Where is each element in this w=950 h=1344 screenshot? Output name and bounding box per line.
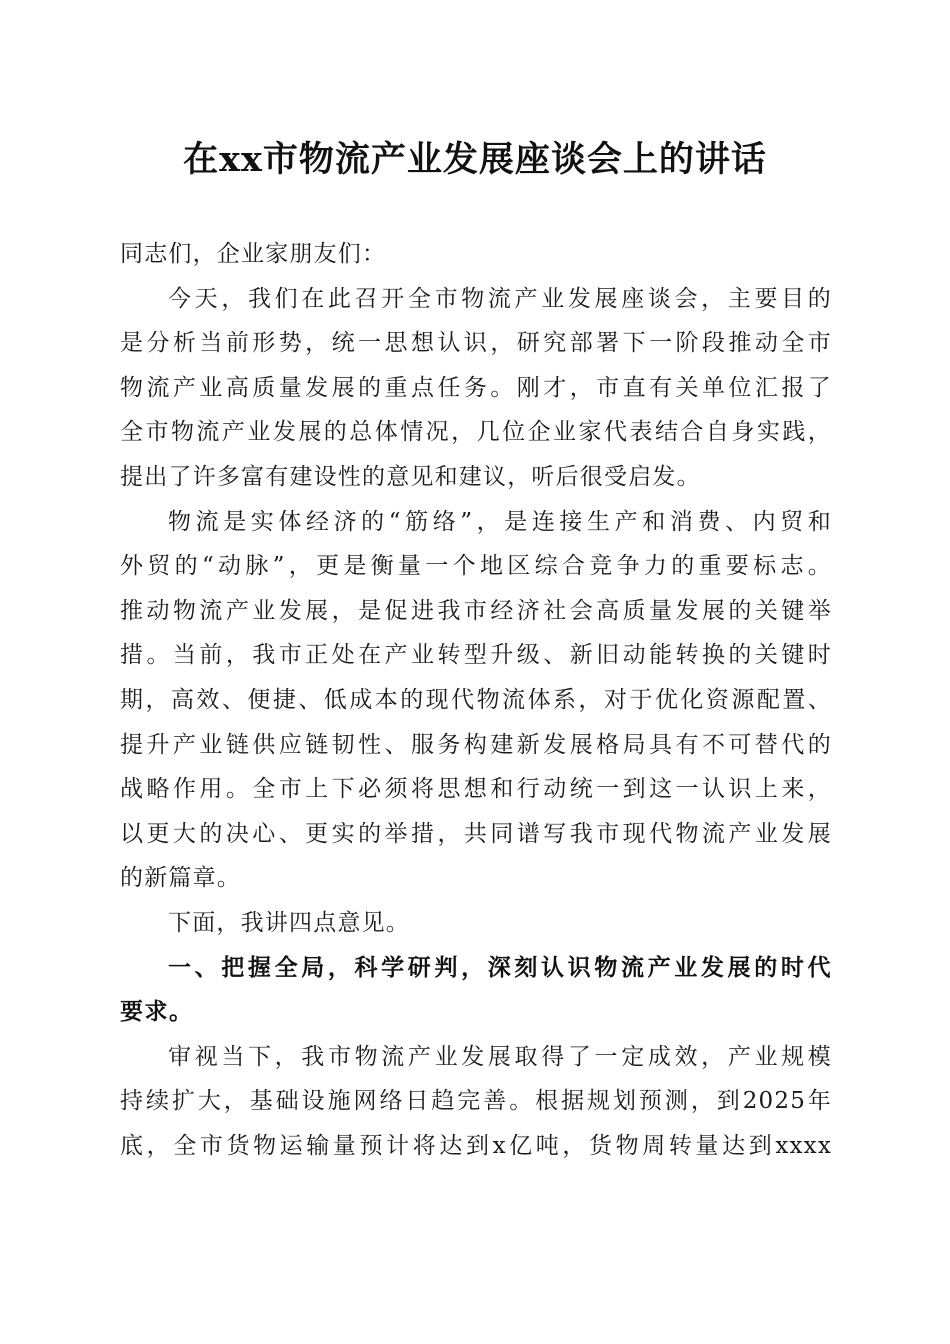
paragraph-line: 战略作用。全市上下必须将思想和行动统一到这一认识上来， <box>120 776 832 803</box>
paragraph-line: 底，全市货物运输量预计将达到x亿吨，货物周转量达到xxxx <box>120 1132 832 1159</box>
paragraph-line: 提出了许多富有建设性的意见和建议，听后很受启发。 <box>120 463 701 490</box>
paragraph-line: 审视当下，我市物流产业发展取得了一定成效，产业规模 <box>168 1043 832 1070</box>
salutation-line: 同志们，企业家朋友们： <box>120 241 387 267</box>
section-heading-line: 一、把握全局，科学研判，深刻认识物流产业发展的时代 <box>168 954 832 981</box>
paragraph-line: 今天，我们在此召开全市物流产业发展座谈会，主要目的 <box>168 285 832 312</box>
paragraph-line: 全市物流产业发展的总体情况，几位企业家代表结合自身实践， <box>120 419 832 446</box>
paragraph-line: 以更大的决心、更实的举措，共同谱写我市现代物流产业发展 <box>120 820 832 847</box>
paragraph-line: 物流产业高质量发展的重点任务。刚才，市直有关单位汇报了 <box>120 374 832 401</box>
paragraph-line: 提升产业链供应链韧性、服务构建新发展格局具有不可替代的 <box>120 731 832 758</box>
paragraph-line: 的新篇章。 <box>120 865 241 892</box>
document-title: 在xx市物流产业发展座谈会上的讲话 <box>183 139 767 180</box>
paragraph-line: 下面，我讲四点意见。 <box>168 909 410 936</box>
paragraph-line: 是分析当前形势，统一思想认识，研究部署下一阶段推动全市 <box>120 330 832 357</box>
paragraph-line: 推动物流产业发展，是促进我市经济社会高质量发展的关键举 <box>120 597 832 624</box>
paragraph-line: 外贸的“动脉”，更是衡量一个地区综合竞争力的重要标志。 <box>120 553 832 580</box>
document-body <box>120 232 832 1168</box>
paragraph-line: 期，高效、便捷、低成本的现代物流体系，对于优化资源配置、 <box>120 686 832 713</box>
section-heading-line: 要求。 <box>120 999 194 1026</box>
paragraph-line: 物流是实体经济的“筋络”，是连接生产和消费、内贸和 <box>168 508 832 535</box>
paragraph-line: 持续扩大，基础设施网络日趋完善。根据规划预测，到2025年 <box>120 1088 832 1115</box>
paragraph-line: 措。当前，我市正处在产业转型升级、新旧动能转换的关键时 <box>120 642 832 669</box>
